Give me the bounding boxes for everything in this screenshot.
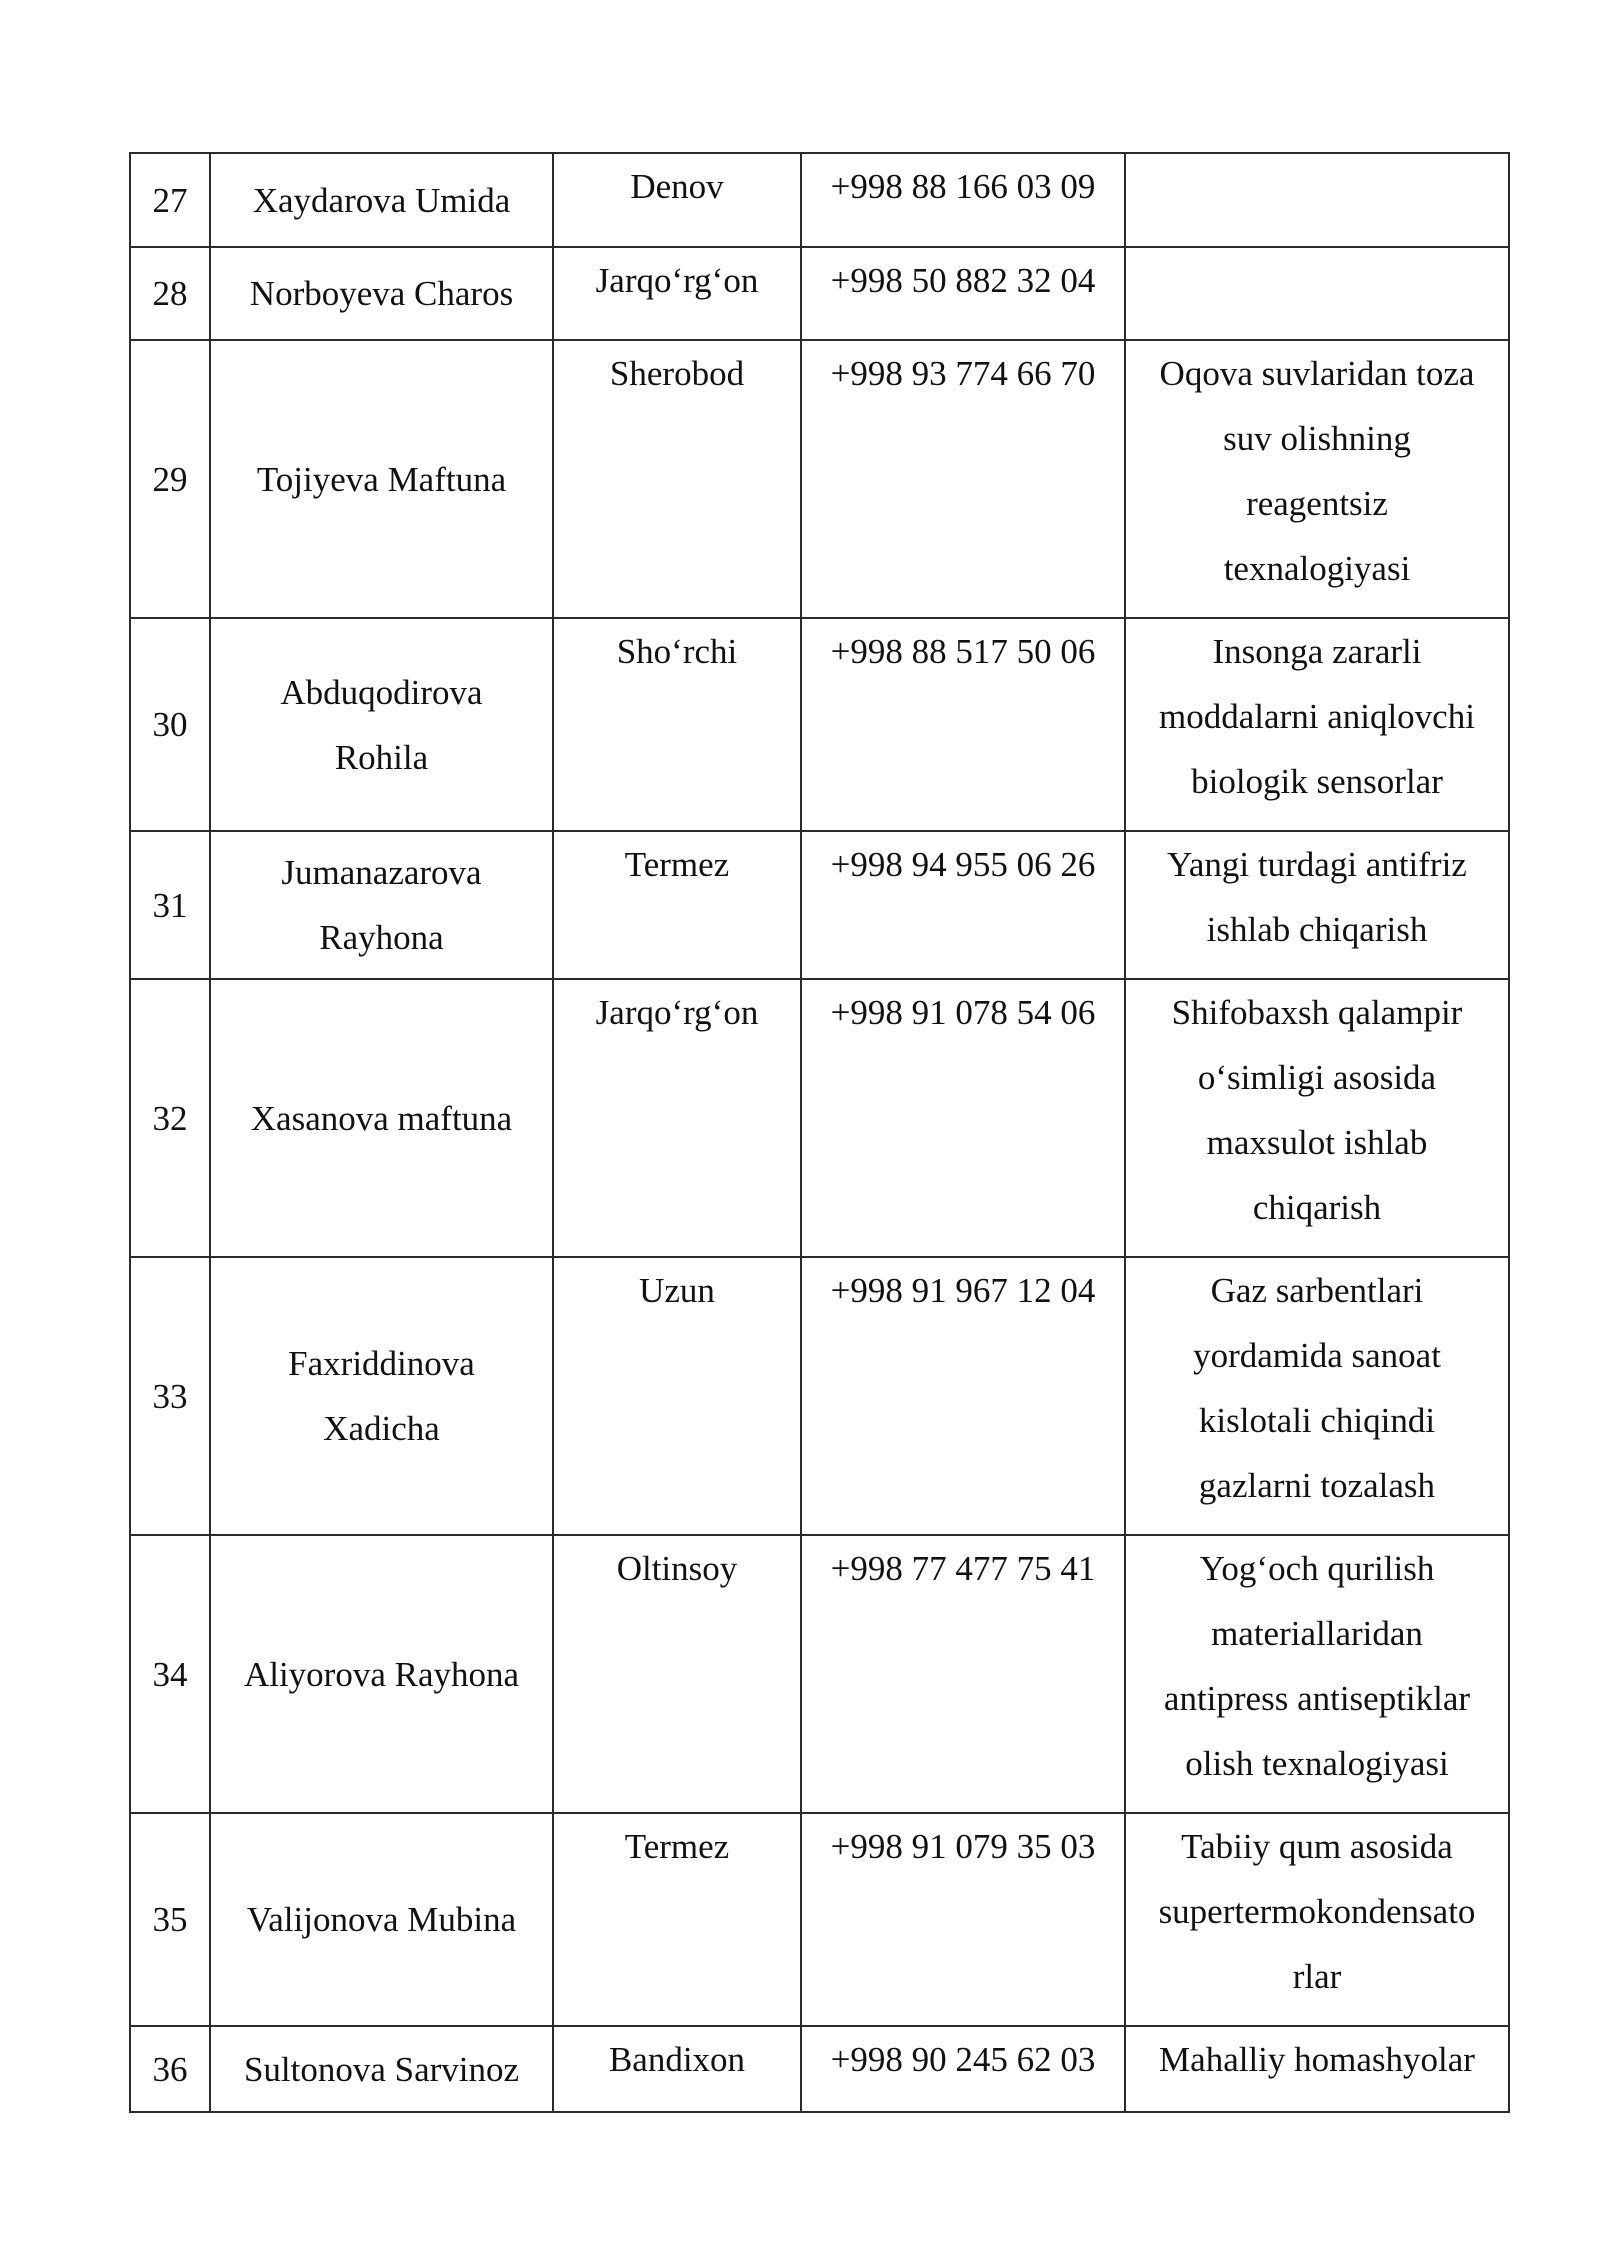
row-number: 30 [130,618,210,831]
participant-name-line: Valijonova Mubina [246,1900,517,1939]
table-row [130,2026,1509,2112]
row-number: 31 [130,831,210,979]
project-topic-line: materiallaridan [1211,1614,1423,1653]
district: Jarqo‘rg‘on [553,247,801,340]
project-topic [1125,618,1509,831]
participant-name [210,340,553,618]
table-row [130,831,1509,979]
project-topic-line: ishlab chiqarish [1206,910,1428,949]
participant-name [210,153,553,247]
participant-name [210,1535,553,1813]
district: Uzun [553,1257,801,1535]
participant-name [210,1257,553,1535]
project-topic-line: Tabiiy qum asosida [1181,1827,1453,1866]
project-topic-line: yordamida sanoat [1193,1336,1441,1375]
participant-name [210,979,553,1257]
table-row [130,340,1509,618]
table-row [130,153,1509,247]
project-topic-line: supertermokondensato [1158,1892,1476,1931]
project-topic [1125,2026,1509,2112]
project-topic-line: Gaz sarbentlari [1210,1271,1424,1310]
district: Denov [553,153,801,247]
table-row [130,1257,1509,1535]
participant-name [210,1813,553,2026]
district: Termez [553,1813,801,2026]
project-topic-line: maxsulot ishlab [1206,1123,1428,1162]
participant-name-line: Rohila [334,737,429,777]
participants-table [129,152,1510,2113]
project-topic [1125,340,1509,618]
project-topic-line: antipress antiseptiklar [1163,1679,1471,1718]
phone-number: +998 77 477 75 41 [801,1535,1125,1813]
project-topic-line: chiqarish [1252,1188,1382,1227]
district: Sho‘rchi [553,618,801,831]
project-topic-line: gazlarni tozalash [1198,1466,1436,1505]
row-number: 36 [130,2026,210,2112]
district: Sherobod [553,340,801,618]
participant-name-line: Norboyeva Charos [249,274,514,313]
participant-name-line: Xadicha [323,1409,440,1448]
project-topic-line: suv olishning [1223,419,1411,458]
participant-name-line: Xaydarova Umida [252,180,511,220]
row-number: 33 [130,1257,210,1535]
participant-name [210,831,553,979]
project-topic-line: reagentsiz [1246,484,1388,523]
district: Bandixon [553,2026,801,2112]
participant-name-line: Aliyorova Rayhona [243,1654,520,1694]
phone-number: +998 50 882 32 04 [801,247,1125,340]
row-number: 32 [130,979,210,1257]
table-row [130,1535,1509,1813]
participants-table-body [130,153,1509,2112]
project-topic [1125,247,1509,340]
district: Termez [553,831,801,979]
participant-name-line: Sultonova Sarvinoz [243,2049,520,2089]
participant-name [210,618,553,831]
participant-name-line: Abduqodirova [280,672,483,712]
project-topic-line: Shifobaxsh qalampir [1171,993,1463,1032]
row-number: 29 [130,340,210,618]
project-topic [1125,1535,1509,1813]
phone-number: +998 91 967 12 04 [801,1257,1125,1535]
phone-number: +998 93 774 66 70 [801,340,1125,618]
project-topic-line: o‘simligi asosida [1197,1058,1437,1097]
project-topic-line: texnalogiyasi [1223,549,1411,588]
phone-number: +998 94 955 06 26 [801,831,1125,979]
project-topic-line: Yog‘och qurilish [1199,1549,1435,1588]
project-topic [1125,1813,1509,2026]
project-topic-line: biologik sensorlar [1191,762,1443,801]
row-number: 27 [130,153,210,247]
project-topic-line: Mahalliy homashyolar [1159,2040,1475,2079]
project-topic-line: Insonga zararli [1212,632,1422,671]
phone-number: +998 91 079 35 03 [801,1813,1125,2026]
project-topic-line: Oqova suvlaridan toza [1159,354,1475,393]
phone-number: +998 90 245 62 03 [801,2026,1125,2112]
participant-name-line: Jumanazarova [281,853,482,892]
project-topic-line: Yangi turdagi antifriz [1167,845,1467,884]
project-topic [1125,1257,1509,1535]
project-topic-line: olish texnalogiyasi [1185,1744,1449,1783]
row-number: 34 [130,1535,210,1813]
phone-number: +998 88 517 50 06 [801,618,1125,831]
phone-number: +998 91 078 54 06 [801,979,1125,1257]
phone-number: +998 88 166 03 09 [801,153,1125,247]
row-number: 28 [130,247,210,340]
district: Oltinsoy [553,1535,801,1813]
participant-name-line: Faxriddinova [288,1344,475,1383]
participant-name [210,247,553,340]
district: Jarqo‘rg‘on [553,979,801,1257]
project-topic [1125,153,1509,247]
table-row [130,1813,1509,2026]
table-row [130,618,1509,831]
project-topic-line: rlar [1292,1957,1342,1996]
participant-name-line: Tojiyeva Maftuna [256,459,507,499]
table-row [130,979,1509,1257]
row-number: 35 [130,1813,210,2026]
participant-name [210,2026,553,2112]
project-topic [1125,831,1509,979]
project-topic-line: moddalarni aniqlovchi [1159,697,1475,736]
table-row [130,247,1509,340]
project-topic-line: kislotali chiqindi [1198,1401,1436,1440]
participant-name-line: Rayhona [319,918,444,957]
project-topic [1125,979,1509,1257]
participant-name-line: Xasanova maftuna [250,1098,513,1138]
